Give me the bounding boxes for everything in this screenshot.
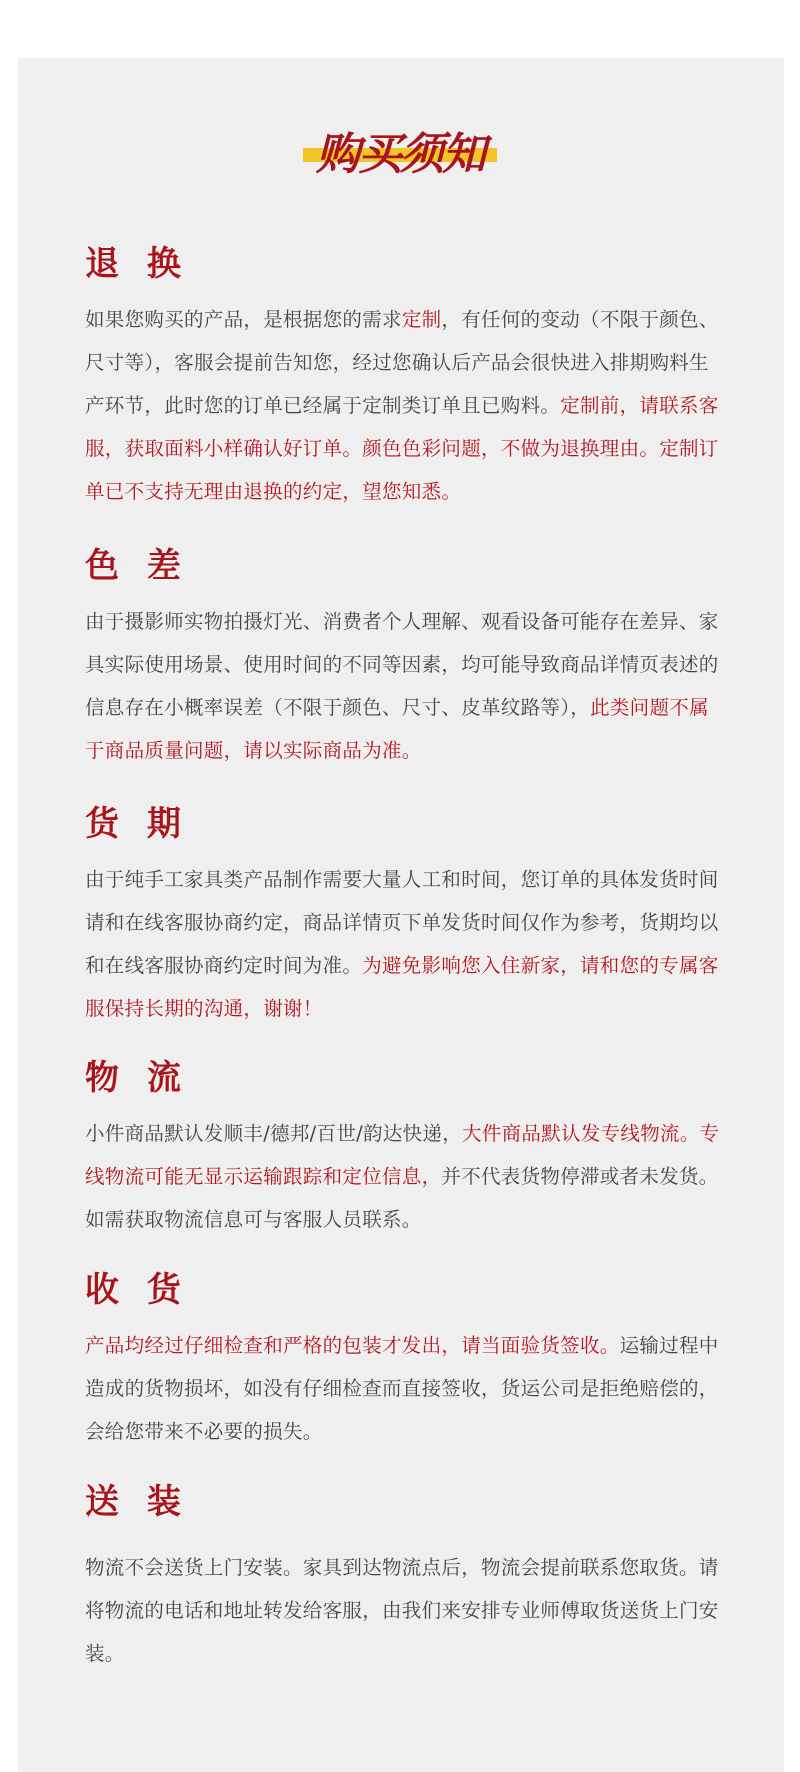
highlight-text: 此类问题不属于商品质量问题，请以实际商品为准。 — [85, 696, 709, 762]
highlight-text: 为避免影响您入住新家，请和您的专属客服保持长期的沟通，谢谢！ — [85, 954, 719, 1020]
page-title: 购买须知 — [316, 129, 484, 180]
section-return-exchange — [85, 242, 725, 513]
body-text: 运输过程中造成的货物损坏，如没有仔细检查而直接签收，货运公司是拒绝赔偿的，会给您带来不必要的损失。 — [85, 1334, 719, 1443]
section-installation — [85, 1480, 725, 1675]
section-heading: 物 流 — [85, 1058, 189, 1098]
body-text: 并不代表货物停滞或者未发货。如需获取物流信息可与客服人员联系。 — [85, 1165, 719, 1231]
highlight-text: 大件商品默认发专线物流。专线物流可能无显示运输跟踪和定位信息， — [85, 1122, 720, 1188]
section-body — [85, 1324, 725, 1453]
highlight-text: 产品均经过仔细检查和严格的包装才发出，请当面验货签收。 — [85, 1334, 620, 1357]
section-heading: 色 差 — [85, 546, 189, 586]
section-color-difference — [85, 544, 725, 772]
section-body — [85, 298, 725, 513]
section-heading: 货 期 — [85, 804, 189, 844]
section-logistics — [85, 1056, 725, 1241]
body-text: 如果您购买的产品，是根据您的需求 — [85, 308, 402, 331]
section-body — [85, 600, 725, 772]
body-text: 由于摄影师实物拍摄灯光、消费者个人理解、观看设备可能存在差异、家具实际使用场景、使用时间的不同等因素，均可能导致商品详情页表述的信息存在小概率误差（不限于颜色、尺寸、皮革纹路等）， — [85, 610, 719, 719]
section-body — [85, 1112, 725, 1241]
body-text: 由于纯手工家具类产品制作需要大量人工和时间，您订单的具体发货时间请和在线客服协商约定，商品详情页下单发货时间仅作为参考，货期均以和在线客服协商约定时间为准。 — [85, 868, 719, 977]
body-text: 物流不会送货上门安装。家具到达物流点后，物流会提前联系您取货。请将物流的电话和地址转发给客服，由我们来安排专业师傅取货送货上门安装。 — [85, 1556, 719, 1665]
section-heading: 送 装 — [85, 1482, 189, 1522]
highlight-text: 定制 — [401, 308, 442, 331]
section-heading: 退 换 — [85, 244, 189, 284]
section-receiving — [85, 1268, 725, 1453]
section-delivery-time — [85, 802, 725, 1030]
section-body — [85, 1546, 725, 1675]
section-heading: 收 货 — [85, 1270, 189, 1310]
body-text: ，有任何的变动（不限于颜色、尺寸等），客服会提前告知您，经过您确认后产品会很快进入排期购料生产环节，此时您的订单已经属于定制类订单且已购料。 — [85, 308, 719, 417]
highlight-text: 定制前，请联系客服，获取面料小样确认好订单。颜色色彩问题，不做为退换理由。定制订单已不支持无理由退换的约定，望您知悉。 — [85, 394, 719, 503]
section-body — [85, 858, 725, 1030]
body-text: 小件商品默认发顺丰/德邦/百世/韵达快递， — [85, 1122, 463, 1145]
